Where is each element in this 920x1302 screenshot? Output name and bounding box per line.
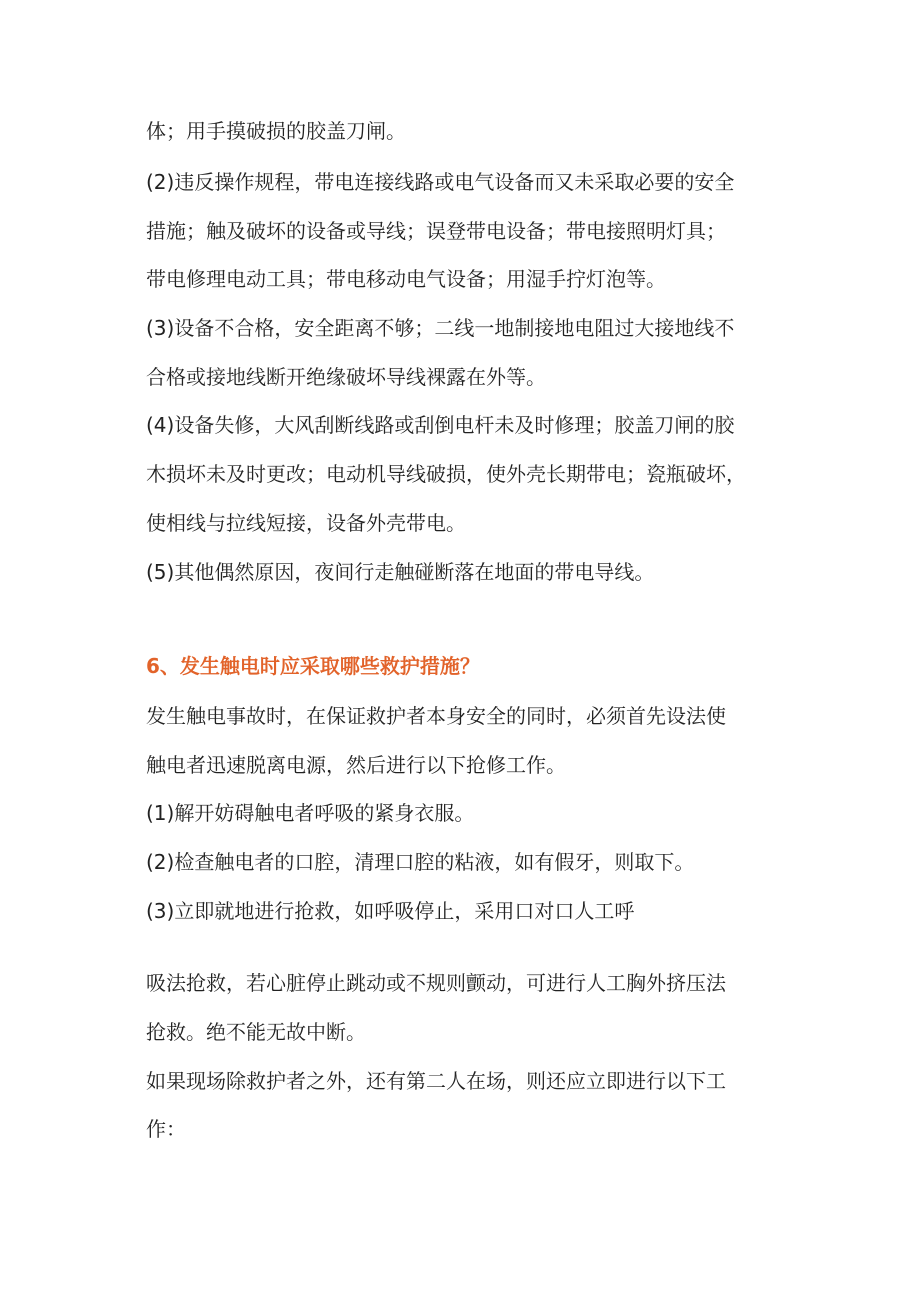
text-line: 作：	[146, 1117, 186, 1141]
text-line: 体；用手摸破损的胶盖刀闸。	[146, 119, 406, 143]
text-line: (2)检查触电者的口腔，清理口腔的粘液，如有假牙，则取下。	[146, 850, 695, 874]
text-line: 触电者迅速脱离电源，然后进行以下抢修工作。	[146, 753, 566, 777]
text-line: (2)违反操作规程，带电连接线路或电气设备而又未采取必要的安全	[146, 170, 735, 194]
text-line: 发生触电事故时，在保证救护者本身安全的同时，必须首先设法使	[146, 704, 726, 728]
text-line: (5)其他偶然原因，夜间行走触碰断落在地面的带电导线。	[146, 560, 655, 584]
text-line: 吸法抢救，若心脏停止跳动或不规则颤动，可进行人工胸外挤压法	[146, 971, 726, 995]
text-line: 合格或接地线断开绝缘破坏导线裸露在外等。	[146, 365, 546, 389]
text-line: (1)解开妨碍触电者呼吸的紧身衣服。	[146, 801, 475, 825]
text-line: (3)设备不合格，安全距离不够；二线一地制接地电阻过大接地线不	[146, 316, 735, 340]
text-line: 带电修理电动工具；带电移动电气设备；用湿手拧灯泡等。	[146, 267, 666, 291]
text-line: 抢救。绝不能无故中断。	[146, 1020, 366, 1044]
text-line: 措施；触及破坏的设备或导线；误登带电设备；带电接照明灯具；	[146, 219, 726, 243]
section-heading: 6、发生触电时应采取哪些救护措施？	[146, 654, 480, 678]
text-line: (3)立即就地进行抢救，如呼吸停止，采用口对口人工呼	[146, 899, 635, 923]
text-line: 木损坏未及时更改；电动机导线破损，使外壳长期带电；瓷瓶破坏，	[146, 462, 746, 486]
text-line: 使相线与拉线短接，设备外壳带电。	[146, 511, 466, 535]
text-line: (4)设备失修，大风刮断线路或刮倒电杆未及时修理；胶盖刀闸的胶	[146, 413, 735, 437]
text-line: 如果现场除救护者之外，还有第二人在场，则还应立即进行以下工	[146, 1069, 726, 1093]
